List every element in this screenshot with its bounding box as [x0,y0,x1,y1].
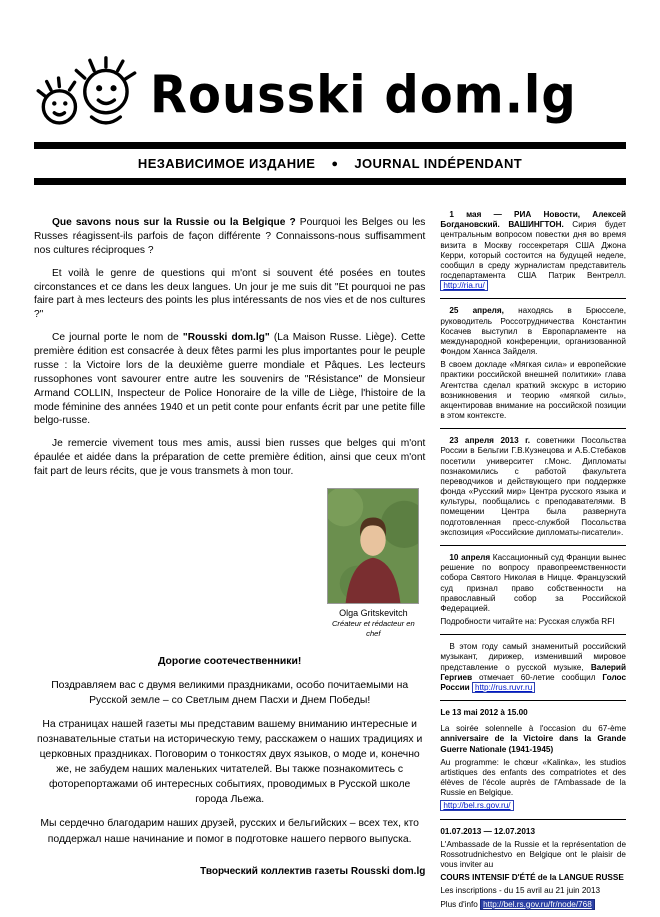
event-1-program: Au programme: le chœur «Kalinka», les studios artistiques des enfants des compatriotes et des élèves de l'école auprès de l'Ambassade de la Russie en Belgique. [440,757,626,798]
event-2-more-label: Plus d'info [440,899,481,909]
news-column [440,207,626,913]
news-5-body2: отмечает 60-летие сообщил [472,672,603,682]
news-1-lead: 1 мая — РИА Новости, Алексей Богдановский. ВАШИНГТОН. [440,210,626,230]
content-columns [34,207,626,913]
event-1-headline [440,724,626,755]
editor-photo-block [327,488,419,640]
news-4-body: Кассационный суд Франции вынес решение по вопросу правопреемственности собора Святого Николая в Ницце. Французский суд признал право собственности на православный собор за Российской Федерацией. [440,552,626,613]
news-1-body: Сирия будет центральным вопросом повестки дня во время визита в Москву госсекретаря США Джона Керри, который состоится на будущей неделе, сообщил в среду журналистам представитель госдепартамента США Патрик Вентрелл. [440,220,626,281]
event-2-link[interactable]: http://bel.rs.gov.ru/fr/node/768 [480,899,595,910]
event-1-date: Le 13 mai 2012 à 15.00 [440,708,528,718]
tagline-ru: НЕЗАВИСИМОЕ ИЗДАНИЕ [137,156,316,171]
news-item-4-detail: Подробности читайте на: Русская служба RFI [440,617,615,627]
greeting-heading: Дорогие соотечественники! [157,655,302,667]
cartoon-mascots-logo-icon [34,53,144,137]
editor-portrait-photo [327,488,419,604]
intro-question-rest: Pourquoi les Belges ou les Russes réagissent-ils parfois de façon différente ? Connaissons-nous suffisamment nos cultures réciproques ? [34,217,426,256]
photo-caption-name: Olga Gritskevitch [339,607,408,618]
news-2-body: находясь в Брюсселе, руководитель Россотрудничества Константин Косачев выступил в Европарламенте на международной конференции, организованной Фондом Ханнса Зайделя. [440,306,626,357]
news-3-body: советники Посольства России в Бельгии Г.В.Кузнецова и А.Б.Стебаков посетили университет г.Монс. Дипломаты познакомились с работой факультета переводчиков и действующего при поддержке фонда «Русский мир» Центра русского языка и культуры, пообщались с преподавателями. В помещении Центра была развернута подготовленная пресс-службой Посольства экспозиция «Российские дипломаты-писатели». [440,436,626,537]
news-item-5 [440,642,626,693]
news-item-1 [440,210,626,291]
intro-paragraph-4: Je remercie vivement tous mes amis, aussi bien russes que belges qui m'ont épaulée et aidée dans la préparation de cette première édition, ainsi que ceux m'ont fait part de leurs récits, que je vous transmets à mon tour. [34,438,426,477]
intro-paragraph-2: Et voilà le genre de questions qui m'ont si souvent été posées en toutes circonstances et ce dans les deux langues. Un jour je me suis dit "Et pourquoi ne pas faire part à mes lecteurs des points les plus intéressants de nos vies et de nos cultures ?" [34,267,426,321]
event-2-body: L'Ambassade de la Russie et la représentation de Rossotrudnichestvo en Belgique ont le plaisir de vous inviter au [440,839,626,870]
photo-caption-role: Créateur et rédacteur en chef [331,619,415,639]
news-item-3 [440,436,626,538]
editorial-signature: Творческий коллектив газеты Rousski dom.lg [200,865,426,877]
news-5-source: Голос России [440,672,626,692]
separator-line [440,428,626,429]
masthead-title: Rousski dom.lg [150,64,577,126]
news-item-2 [440,306,626,357]
event-1-link-row [440,801,626,811]
journal-name-rest: (La Maison Russe. Liège). Cette première édition est consacrée à deux fêtes parmi les plus importantes pour le peuple russe : la Victoire lors de la deuxième guerre mondiale et Pâques. Les lecteurs russophones vont savourer entre autre les souvenirs de "Résistance" de Monsieur Armand COLLIN, Inspecteur de Police Honoraire de la ville de Liège, l'histoire de la mode féminine des années 1940 et un petit conte pour enfants écrit par une petite fille belgo-russe. [34,332,426,427]
news-5-link[interactable]: http://rus.ruvr.ru [472,682,535,693]
journal-name: "Rousski dom.lg" [182,332,270,344]
photo-caption [327,607,419,640]
news-5-body: В этом году самый знаменитый российский музыкант, дирижер, изменивший мировое представление о русской музыке, [440,642,626,672]
news-5-person: Валерий Гергиев [440,662,626,682]
news-item-2-continued: В своем докладе «Мягкая сила» и европейские практики российской внешней политики» глава Агентства сделал краткий экскурс в историю возникновения и теорию «мягкой силы», акцентировав внимание на российской позиции в этом контексте. [440,360,626,421]
tagline-fr: JOURNAL INDÉPENDANT [354,156,523,171]
intro-paragraph-3 [34,331,425,428]
intro-question-lead: Que savons nous sur la Russie ou la Belgique ? [52,217,296,228]
tagline [34,149,626,178]
divider-bar-top [34,142,626,149]
separator-line [440,634,626,635]
separator-line [440,298,626,299]
news-3-lead: 23 апреля 2013 г. [449,436,531,446]
event-2-course: COURS INTENSIF D'ÉTÉ de la LANGUE RUSSE [440,873,624,883]
intro-paragraph-1 [34,216,425,258]
russian-paragraph-3: Мы сердечно благодарим наших друзей, русских и бельгийских – всех тех, кто поддержал наше начинание и помог в подготовке нашего первого выпуска. [40,818,419,845]
separator-line [440,700,626,701]
separator-line [440,545,626,546]
main-column [34,207,425,913]
event-2-dates: 01.07.2013 — 12.07.2013 [440,826,536,836]
event-1-headline-bold: anniversaire de la Victoire dans la Grande Guerre Nationale (1941-1945) [440,734,626,754]
news-1-link[interactable]: http://ria.ru/ [440,280,487,291]
event-1-link[interactable]: http://bel.rs.gov.ru/ [440,800,513,811]
russian-paragraph-1: Поздравляем вас с двумя великими праздниками, особо почитаемыми на Русской земле – со Светлым днем Пасхи и Днем Победы! [51,679,409,706]
event-2-inscriptions: Les inscriptions - du 15 avril au 21 juin 2013 [440,886,601,896]
masthead [34,50,626,140]
news-item-4 [440,553,626,614]
russian-paragraph-2: На страницах нашей газеты мы представим вашему вниманию интересные и познавательные статьи на историческую тему, расскажем о наших традициях и церковных праздниках. Поговорим о тонкостях двух языков, о моде и, конечно же, не забудем наших маленьких читателей. Вы также познакомитесь с фоторепортажами об интересных событиях, проводимых в Русской школе города Льежа. [37,718,423,806]
divider-bar-bottom [34,178,626,185]
news-4-lead: 10 апреля [449,552,491,562]
news-2-lead: 25 апреля, [449,306,504,316]
separator-line [440,819,626,820]
bullet-separator: ● [331,158,339,170]
journal-name-pre: Ce journal porte le nom de [52,332,183,344]
event-2-more-row [440,900,626,910]
event-1-headline-pre: La soirée solennelle à l'occasion du 67-ème [440,724,626,734]
